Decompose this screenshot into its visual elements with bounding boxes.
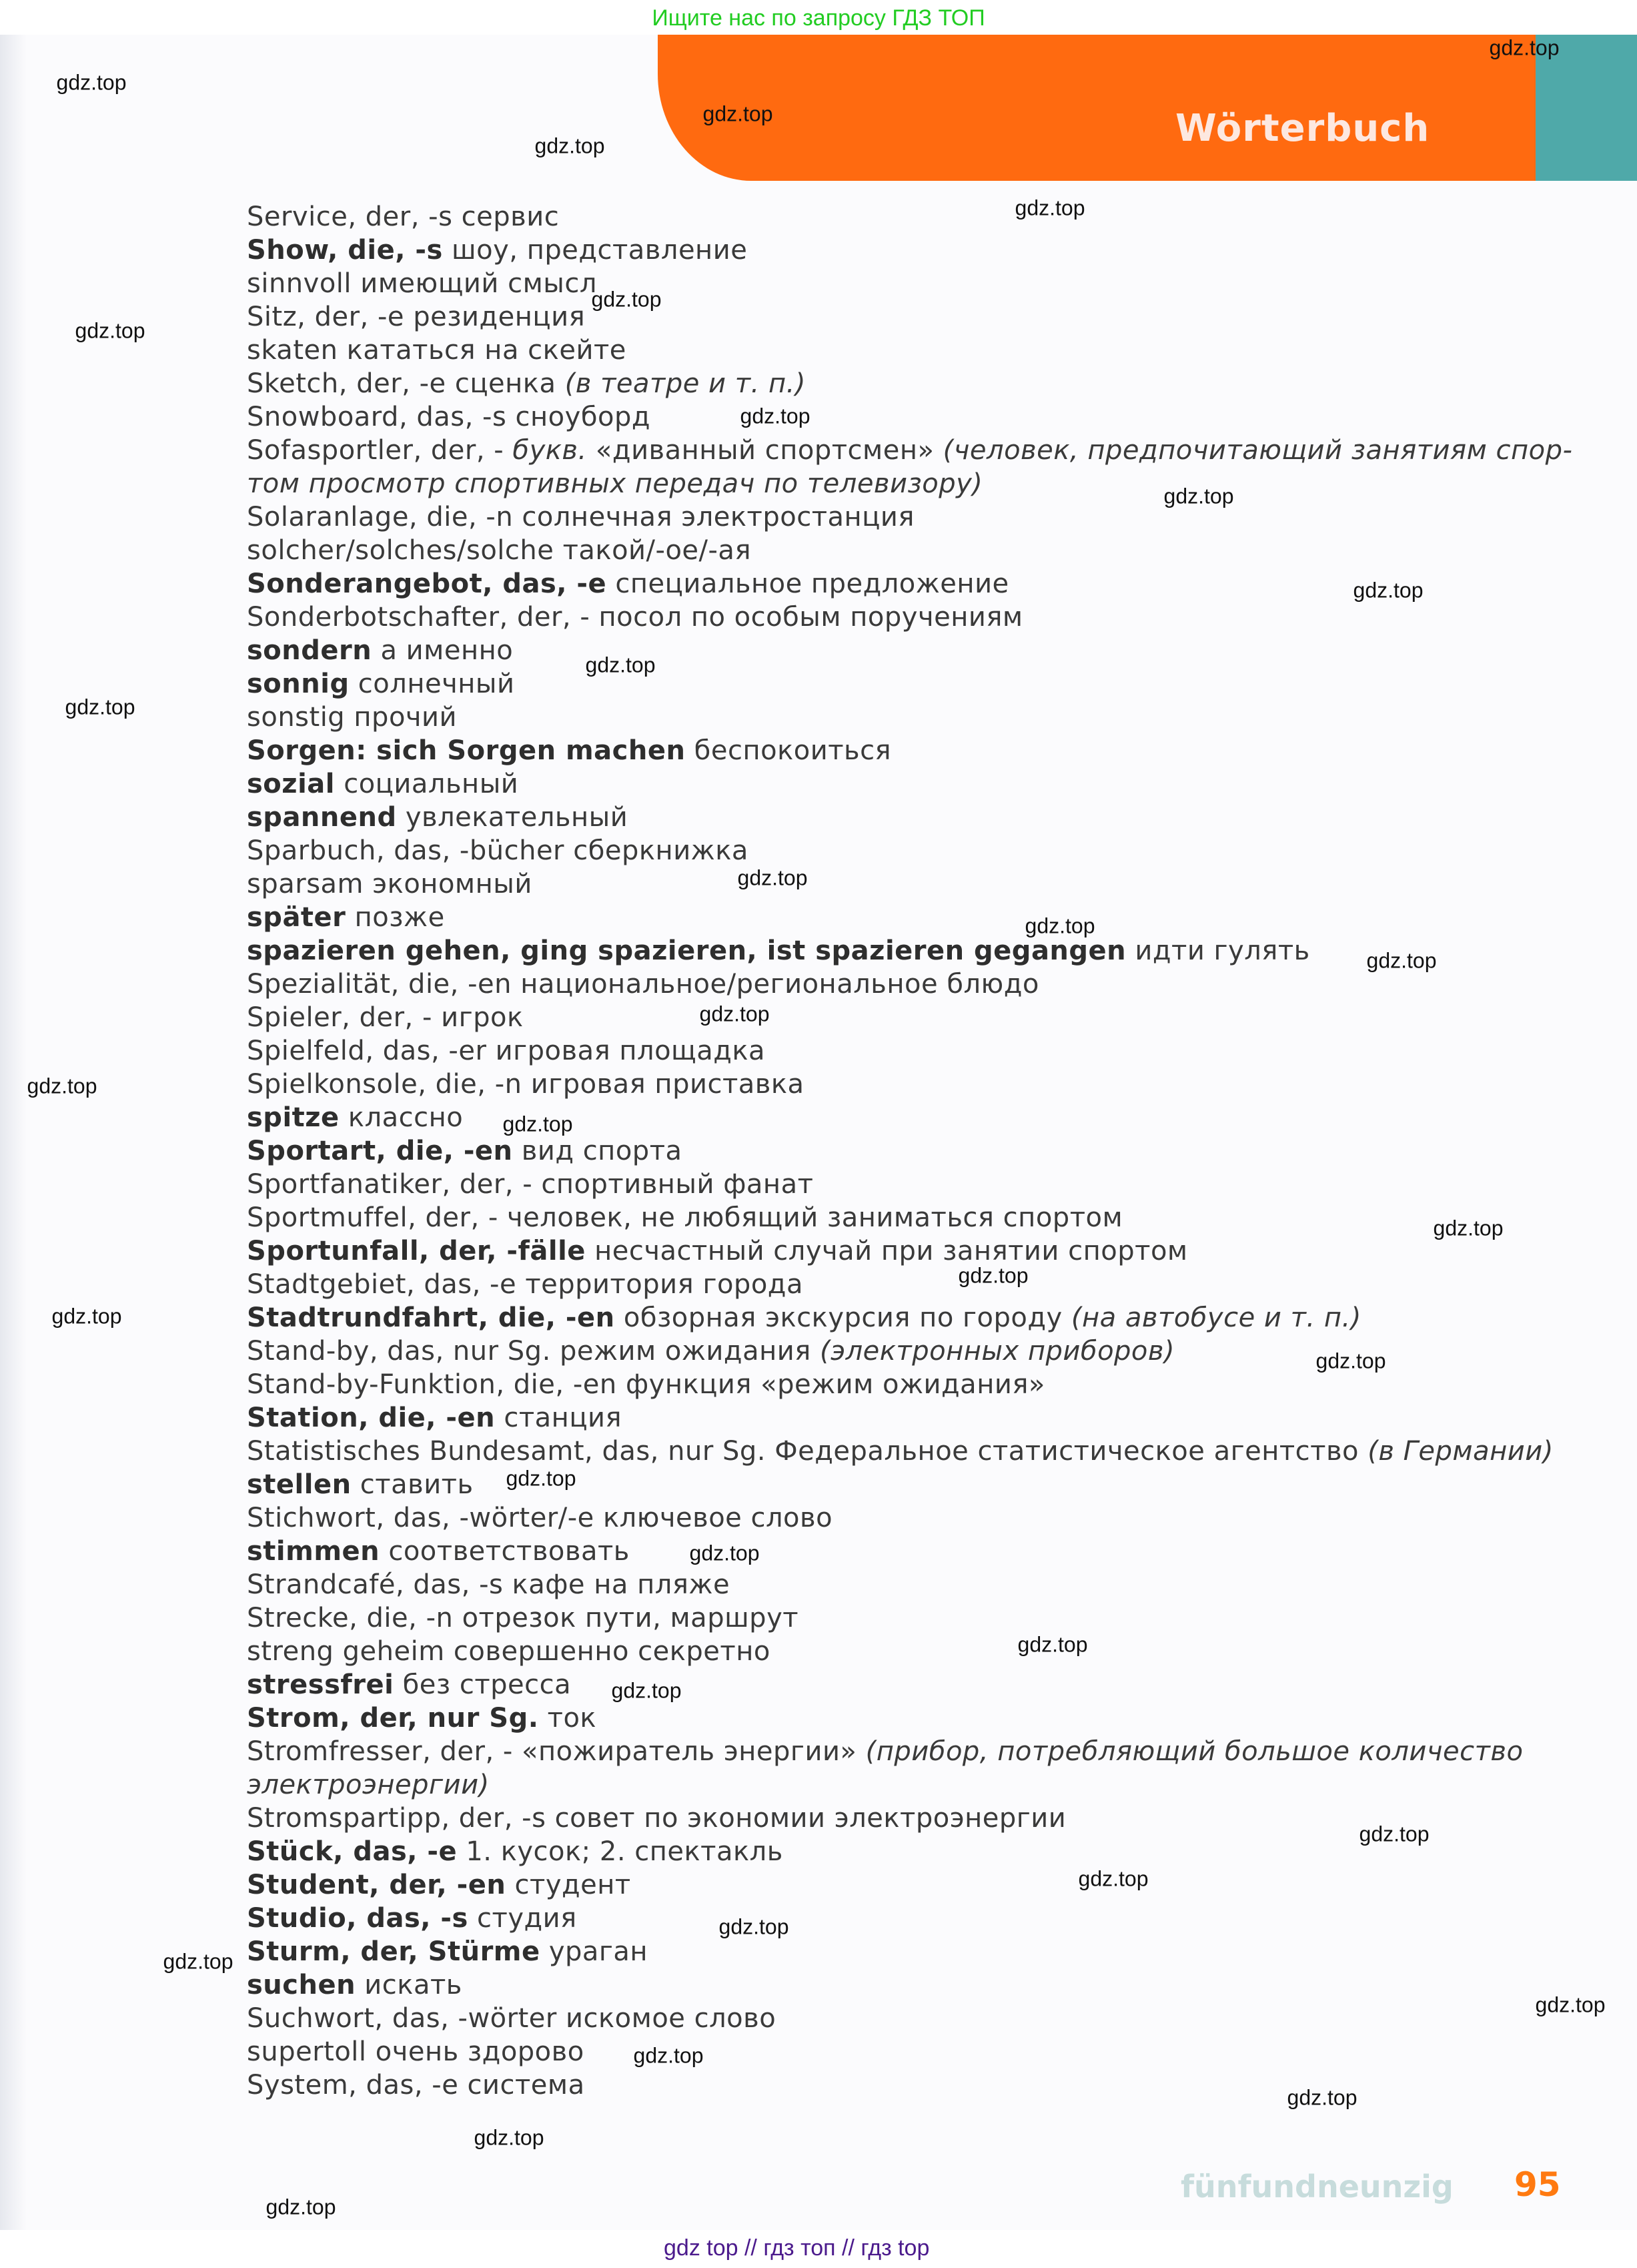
entry-text: Stand-by-Funktion, die, -en функция «режим ожидания» [247, 1369, 1045, 1400]
entry-headword: stimmen [247, 1536, 380, 1567]
watermark: gdz.top [611, 1678, 682, 1703]
watermark: gdz.top [1015, 196, 1085, 220]
entry-text: студент [506, 1870, 631, 1900]
dictionary-entry [247, 867, 1581, 901]
dictionary-entry [247, 1632, 1581, 1668]
watermark: gdz.top [1359, 1822, 1430, 1846]
dictionary-entry [247, 367, 1581, 400]
entry-headword: sozial [247, 769, 335, 799]
entry-text: 1. кусок; 2. спектакль [457, 1836, 783, 1867]
watermark: gdz.top [75, 318, 145, 343]
dictionary-entry [247, 667, 1581, 701]
entry-text: без стресса [394, 1669, 572, 1700]
watermark: gdz.top [699, 1002, 770, 1026]
watermark: gdz.top [591, 287, 662, 312]
watermark: gdz.top [65, 695, 135, 719]
entry-text: беспокоиться [685, 735, 892, 766]
entry-text: Stand-by, das, nur Sg. режим ожидания [247, 1336, 821, 1367]
entry-headword: Sonderangebot, das, -e [247, 569, 607, 599]
entry-text: Spezialität, die, -en национальное/региональное блюдо [247, 969, 1039, 1000]
watermark: gdz.top [534, 133, 605, 158]
dictionary-entry [247, 1401, 1581, 1435]
dictionary-entry [247, 767, 1581, 801]
entry-text: Sportmuffel, der, - человек, не любящий заниматься спортом [247, 1202, 1123, 1233]
entry-text: несчастный случай при занятии спортом [585, 1236, 1188, 1266]
entry-text: Stromfresser, der, - «пожиратель энергии» [247, 1736, 866, 1767]
section-title: Wörterbuch [1175, 107, 1430, 150]
entry-text: Sketch, der, -e сценка [247, 368, 565, 399]
entry-text: специальное предложение [606, 569, 1009, 599]
entry-text: sinnvoll имеющий смысл [247, 268, 597, 299]
dictionary-entry [247, 601, 1581, 634]
entry-note: электроэнергии) [247, 1770, 490, 1800]
entry-note: (в Германии) [1368, 1436, 1554, 1467]
entry-text: Spieler, der, - игрок [247, 1002, 524, 1033]
watermark: gdz.top [1163, 484, 1234, 508]
entry-headword: suchen [247, 1970, 356, 2000]
entry-text: студия [468, 1903, 577, 1934]
dictionary-entry [247, 901, 1581, 934]
dictionary-entry [247, 300, 1581, 334]
entry-note: (прибор, потребляющий большое количество [865, 1736, 1524, 1767]
entry-headword: Sportart, die, -en [247, 1136, 513, 1166]
entry-text: позже [346, 902, 445, 933]
entry-text: System, das, -e система [247, 2070, 585, 2101]
dictionary-entry [247, 801, 1581, 834]
entry-headword: Stück, das, -e [247, 1836, 458, 1867]
entry-text: Solaranlage, die, -n солнечная электростанция [247, 502, 915, 532]
entry-note: (в театре и т. п.) [564, 368, 806, 399]
dictionary-entry [247, 701, 1581, 734]
watermark: gdz.top [1017, 1632, 1088, 1657]
entry-text: соответствовать [380, 1536, 630, 1567]
dictionary-entry [247, 1668, 1581, 1702]
entry-headword: spazieren gehen, ging spazieren, ist spazieren gegangen [247, 935, 1127, 966]
entry-text: вид спорта [512, 1136, 682, 1166]
dictionary-entry [247, 1168, 1581, 1201]
watermark: gdz.top [1489, 35, 1560, 60]
entry-text: Strecke, die, -n отрезок пути, маршрут [247, 1603, 799, 1633]
entry-text: ток [538, 1703, 597, 1734]
entry-text: supertoll очень здорово [247, 2036, 584, 2067]
dictionary-entry [247, 1768, 1581, 1802]
dictionary-entry [247, 267, 1581, 300]
entry-text: Sportfanatiker, der, - спортивный фанат [247, 1169, 814, 1200]
entry-headword: spitze [247, 1102, 340, 1133]
dictionary-entry [247, 1902, 1581, 1935]
dictionary-entry [247, 234, 1581, 267]
entry-text: идти гулять [1126, 935, 1310, 966]
entry-text: Statistisches Bundesamt, das, nur Sg. Федеральное статистическое агентство [247, 1436, 1368, 1467]
entry-text: sparsam экономный [247, 869, 532, 899]
entry-note: том просмотр спортивных передач по телевизору) [247, 468, 983, 499]
watermark: gdz.top [265, 2195, 336, 2219]
entry-headword: Show, die, -s [247, 235, 443, 266]
dictionary-entry [247, 1268, 1581, 1301]
watermark: gdz.top [1366, 948, 1437, 973]
entry-note: (электронных приборов) [820, 1336, 1175, 1367]
entry-headword: Station, die, -en [247, 1403, 496, 1433]
entry-text: streng geheim совершенно секретно [247, 1636, 770, 1667]
entry-text: Service, der, -s сервис [247, 202, 560, 232]
dictionary-entry [247, 500, 1581, 534]
dictionary-entry [247, 1234, 1581, 1268]
entry-text: Spielkonsole, die, -n игровая приставка [247, 1069, 804, 1100]
entry-text: Sonderbotschafter, der, - посол по особым поручениям [247, 602, 1023, 633]
dictionary-entry [247, 434, 1581, 467]
dictionary-entry [247, 1702, 1581, 1735]
entry-text: solcher/solches/solche такой/-ое/-ая [247, 535, 752, 566]
entry-text: солнечный [349, 669, 515, 699]
entry-headword: sondern [247, 635, 372, 666]
watermark: gdz.top [1315, 1349, 1386, 1373]
entry-headword: Strom, der, nur Sg. [247, 1703, 539, 1734]
dictionary-entry [247, 200, 1581, 234]
dictionary-entry [247, 467, 1581, 500]
entry-text: увлекательный [396, 802, 628, 833]
watermark: gdz.top [1025, 913, 1095, 938]
watermark: gdz.top [737, 865, 808, 890]
page-number: 95 [1514, 2165, 1561, 2204]
dictionary-entry [247, 734, 1581, 767]
dictionary-entry [247, 1034, 1581, 1068]
entry-text: Strandcafé, das, -s кафе на пляже [247, 1569, 730, 1600]
watermark: gdz.top [163, 1949, 233, 1974]
dictionary-entry [247, 1301, 1581, 1335]
bottom-banner: gdz top // гдз топ // гдз top [664, 2235, 930, 2261]
page-number-word: fünfundneunzig [1181, 2169, 1454, 2205]
entry-text: шоу, представление [442, 235, 748, 266]
entry-text: а именно [372, 635, 514, 666]
watermark: gdz.top [689, 1541, 760, 1565]
watermark: gdz.top [56, 70, 127, 95]
entry-headword: stellen [247, 1469, 352, 1500]
entry-text: sonstig прочий [247, 702, 458, 733]
dictionary-entry [247, 834, 1581, 867]
entry-text: Sofasportler, der, - [247, 435, 513, 466]
entry-text: социальный [334, 769, 519, 799]
dictionary-entry [247, 1201, 1581, 1234]
entry-text: Stichwort, das, -wörter/-e ключевое слово [247, 1503, 833, 1533]
watermark: gdz.top [1353, 578, 1424, 603]
dictionary-entry [247, 1868, 1581, 1902]
entry-headword: später [247, 902, 346, 933]
dictionary-entry [247, 2035, 1581, 2068]
entry-note: букв. [512, 435, 587, 466]
watermark: gdz.top [506, 1466, 576, 1491]
entry-text: Stadtgebiet, das, -e территория города [247, 1269, 803, 1300]
entry-headword: Student, der, -en [247, 1870, 506, 1900]
watermark: gdz.top [502, 1112, 573, 1136]
entry-text: станция [495, 1403, 622, 1433]
top-search-banner: Ищите нас по запросу ГДЗ ТОП [652, 5, 985, 31]
dictionary-entry [247, 1068, 1581, 1101]
dictionary-entry [247, 634, 1581, 667]
entry-headword: sonnig [247, 669, 350, 699]
entry-headword: Stadtrundfahrt, die, -en [247, 1302, 615, 1333]
watermark: gdz.top [718, 1914, 789, 1939]
entry-text: обзорная экскурсия по городу [614, 1302, 1071, 1333]
dictionary-entry [247, 1601, 1581, 1635]
entry-text: Stromspartipp, der, -s совет по экономии электроэнергии [247, 1803, 1067, 1834]
dictionary-entry [247, 1501, 1581, 1535]
dictionary-entry [247, 1001, 1581, 1034]
entry-text: ставить [351, 1469, 474, 1500]
dictionary-entry [247, 1568, 1581, 1601]
dictionary-entry [247, 334, 1581, 367]
dictionary-entry [247, 2068, 1581, 2102]
dictionary-entry [247, 1968, 1581, 2002]
watermark: gdz.top [51, 1304, 122, 1329]
watermark: gdz.top [633, 2043, 704, 2068]
entry-headword: stressfrei [247, 1669, 394, 1700]
dictionary-entry [247, 1735, 1581, 1768]
dictionary-entry [247, 1134, 1581, 1168]
dictionary-entry [247, 400, 1581, 434]
dictionary-entry [247, 1468, 1581, 1501]
watermark: gdz.top [1287, 2085, 1357, 2110]
entry-text: ураган [540, 1936, 648, 1967]
entry-note: (на автобусе и т. п.) [1071, 1302, 1361, 1333]
entry-text: искать [356, 1970, 462, 2000]
entry-text: Spielfeld, das, -er игровая площадка [247, 1036, 766, 1066]
entry-headword: Studio, das, -s [247, 1903, 468, 1934]
entry-text: skaten кататься на скейте [247, 335, 626, 366]
dictionary-entries [247, 200, 1581, 2102]
entry-note: (человек, предпочитающий занятиям спор- [943, 435, 1573, 466]
dictionary-entry [247, 2002, 1581, 2035]
dictionary-entry [247, 534, 1581, 567]
watermark: gdz.top [1078, 1866, 1149, 1891]
entry-headword: spannend [247, 802, 397, 833]
watermark: gdz.top [740, 404, 810, 428]
entry-headword: Sorgen: sich Sorgen machen [247, 735, 686, 766]
dictionary-entry [247, 1101, 1581, 1134]
watermark: gdz.top [474, 2125, 544, 2150]
dictionary-entry [247, 1435, 1581, 1468]
entry-headword: Sportunfall, der, -fälle [247, 1236, 586, 1266]
entry-text: классно [339, 1102, 464, 1133]
entry-text: «диванный спортсмен» [586, 435, 943, 466]
entry-text: Suchwort, das, -wörter искомое слово [247, 2003, 776, 2034]
watermark: gdz.top [958, 1263, 1029, 1288]
entry-text: Sitz, der, -e резиденция [247, 302, 586, 332]
watermark: gdz.top [1535, 1992, 1606, 2017]
watermark: gdz.top [27, 1074, 97, 1098]
entry-text: Sparbuch, das, -bücher сберкнижка [247, 835, 748, 866]
dictionary-entry [247, 1935, 1581, 1968]
entry-headword: Sturm, der, Stürme [247, 1936, 540, 1967]
dictionary-entry [247, 1535, 1581, 1568]
watermark: gdz.top [585, 653, 656, 677]
watermark: gdz.top [1433, 1216, 1504, 1240]
watermark: gdz.top [702, 101, 773, 126]
entry-text: Snowboard, das, -s сноуборд [247, 402, 651, 432]
page-spine-shadow [0, 35, 27, 2230]
